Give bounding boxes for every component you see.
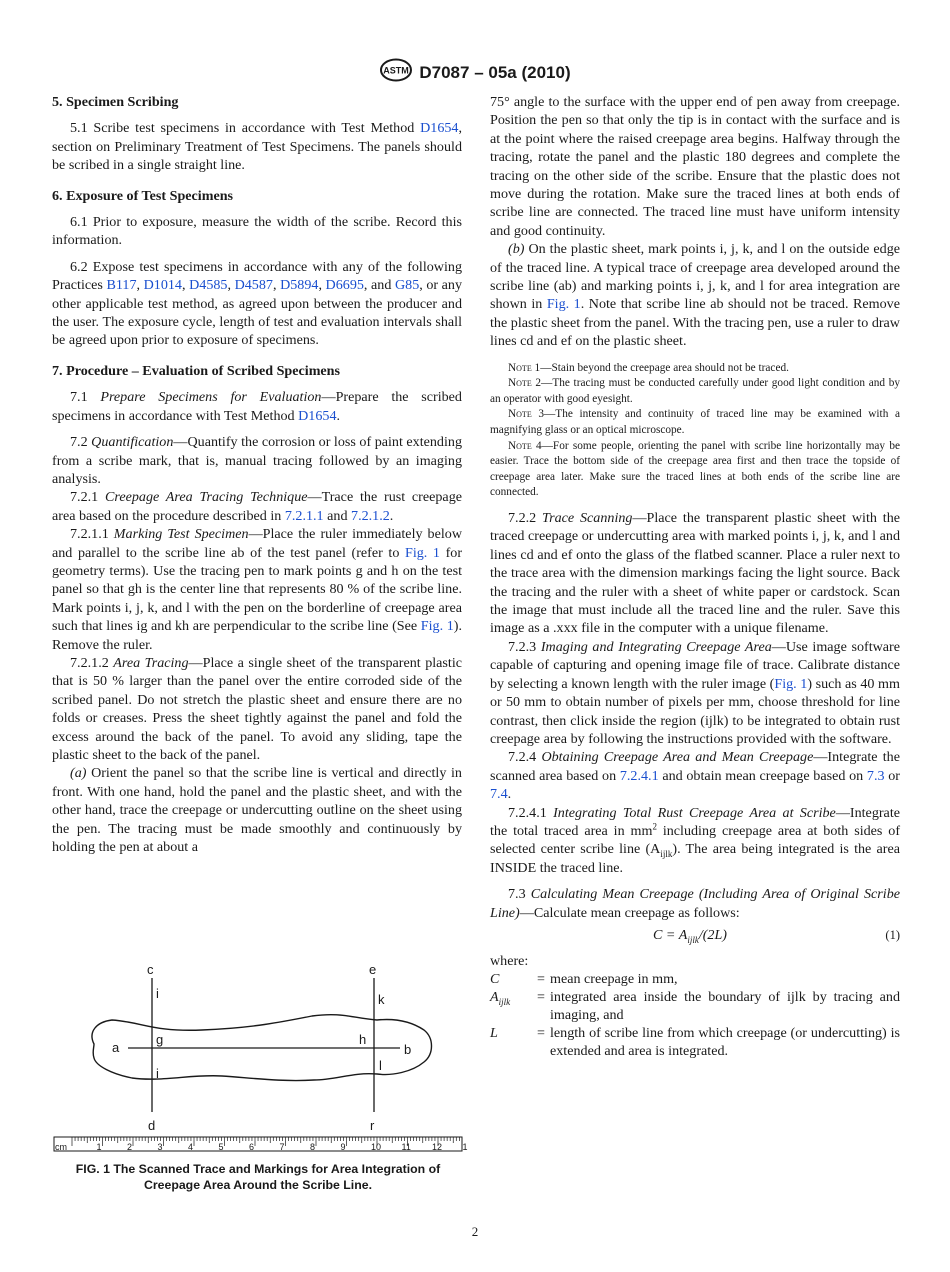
ruler-number: 9 (340, 1142, 346, 1152)
ruler-number: 2 (127, 1142, 133, 1152)
ref-g85[interactable]: G85 (394, 277, 420, 294)
ref-fig-1[interactable]: Fig. 1 (546, 296, 581, 313)
paragraph-7-2-1-2: 7.2.1.2 Area Tracing—Place a single sheet of the transparent plastic that is 50 % larger than the panel over the entire corroded side of the scribed panel. Do not stretch the plastic sheet and ensure there are no folds or creases. Press the sheet tightly against the panel and fold the excess around the back of the panel. To avoid any sliding, tape the plastic sheet to the back of the panel. (52, 654, 462, 763)
logo-text: ASTM (383, 65, 410, 76)
ref-fig-1[interactable]: Fig. 1 (420, 618, 454, 635)
definition-row: $A_{ijlk}$ = integrated area inside the boundary of ijlk by tracing and imaging, and (490, 989, 900, 1024)
ref-b117[interactable]: B117 (106, 277, 137, 294)
label-r: r (370, 1118, 375, 1133)
ref-d1014[interactable]: D1014 (143, 277, 182, 294)
ruler-number: 12 (432, 1142, 443, 1152)
figure-1-caption: FIG. 1 The Scanned Trace and Markings for Area Integration of Creepage Area Around the Scribe Line. (75, 1162, 441, 1192)
section-6-heading: 6. Exposure of Test Specimens (52, 187, 234, 204)
paragraph-a-continued: 75° angle to the surface with the upper end of pen away from creepage. Position the pen so that only the tip is in contact with the surface and is at the point where the raised creepage area begins. Halfway through the tracing, rotate the panel and the plastic 180 degrees and complete the tracing on the other side of the scribe. Ensure that the plastic does not move during the rotation. Make sure the traced lines at both ends of scribe line are connected. The traced line must have uniform intensity and good continuity. (490, 94, 900, 239)
label-g: g (156, 1032, 164, 1047)
equation-1 (490, 926, 900, 948)
note-4: Note 4—For some people, orienting the panel with scribe line horizontally may be easier. Trace the bottom side of the creepage area first and then trace the topside of creepage area later. Make sure the traced lines at both ends of the scribe line are connected. (490, 439, 900, 499)
paragraph-7-2-1-1: 7.2.1.1 Marking Test Specimen—Place the ruler immediately below and parallel to the scribe line ab of the test panel (refer to Fig. 1 for geometry terms). Use the tracing pen to mark points g and h on the test panel so that gh is the center line that represents 80 % of the scribe line. Mark points i, j, k, and l with the pen on the borderline of creepage area such that lines ig and kh are perpendicular to the scribe line (See Fig. 1). Remove the ruler. (52, 526, 463, 653)
ruler-number: 10 (371, 1142, 382, 1152)
astm-logo (379, 58, 413, 87)
paragraph-7-2-3: 7.2.3 Imaging and Integrating Creepage Area—Use image software capable of capturing and opening image file of trace. Calibrate distance by selecting a known length with the ruler image (Fig. 1) such as 40 mm or 50 mm to obtain number of pixels per mm, choose threshold for line contrast, then click inside the region (ijlk) to be integrated to obtain rust creepage area by following the instructions provided with the software. (490, 638, 900, 747)
label-l: l (379, 1058, 382, 1073)
definition-row: C = mean creepage in mm, (490, 971, 678, 988)
ruler-number: 7 (279, 1142, 285, 1152)
ref-d4585[interactable]: D4585 (189, 277, 228, 294)
note-3: Note 3—The intensity and continuity of traced line may be examined with a magnifying glass or an optical microscope. (490, 408, 900, 437)
paragraph-7-2-4-1: 7.2.4.1 Integrating Total Rust Creepage Area at Scribe—Integrate the total traced area in $mm^2$ including creepage area at both sides of selected center scribe line $(A_{ijlk})$. The area being integrated is the area INSIDE the traced line. (490, 804, 901, 876)
where-label: where: (490, 952, 529, 969)
label-d: d (148, 1118, 156, 1133)
ref-7-4[interactable]: 7.4 (490, 786, 508, 803)
figure-1-drawing (52, 962, 468, 1162)
ruler-number: 11 (401, 1142, 411, 1152)
ref-fig-1[interactable]: Fig. 1 (774, 675, 808, 692)
ref-7-3[interactable]: 7.3 (866, 767, 885, 784)
ruler-number: 1 (96, 1142, 102, 1152)
ruler-number: 5 (218, 1142, 224, 1152)
label-i-bottom: i (156, 1066, 159, 1081)
note-2: Note 2—The tracing must be conducted carefully under good light condition and by an operator with good eyesight. (490, 377, 901, 405)
paragraph-7-1: 7.1 Prepare Specimens for Evaluation—Prepare the scribed specimens in accordance with Test Method D1654. (52, 389, 462, 424)
ref-7-2-1-1[interactable]: 7.2.1.1 (284, 507, 324, 524)
page-header (0, 58, 950, 87)
paragraph-6-1: 6.1 Prior to exposure, measure the width of the scribe. Record this information. (52, 214, 462, 249)
paragraph-7-2-2: 7.2.2 Trace Scanning—Place the transparent plastic sheet with the traced creepage or undercutting area with marked points i, j, k, and l and lines cd and ef onto the glass of the flatbed scanner. Place a ruler next to the trace area with the dimension markings facing the light source. Back the tracing and the ruler with a sheet of white paper or cardstock. Scan the image that must include all the traced line and the ruler. Save this image as a .xxx file in the computer with a unique filename. (490, 510, 900, 637)
equation-body: $C = A_{ijlk}/(2L)$ (653, 926, 727, 945)
label-a: a (112, 1040, 120, 1055)
figure-1 (52, 962, 468, 1167)
definition-row: L = length of scribe line from which creepage (or undercutting) is extended and area is integrated. (490, 1025, 900, 1060)
definitions-table (490, 970, 900, 1060)
note-1: Note 1—Stain beyond the creepage area should not be traced. (508, 361, 789, 374)
label-h: h (359, 1032, 367, 1047)
ruler-unit: cm (55, 1142, 67, 1152)
left-column (52, 93, 462, 856)
paragraph-6-2: 6.2 Expose test specimens in accordance with any of the following Practices B117, D1014, D4585, D4587, D5894, D6695, and G85, or any other applicable test method, as agreed upon between the producer and the user. The exposure cycle, length of test and evaluation intervals shall be agreed upon prior to exposure of specimens. (52, 258, 463, 349)
paragraph-7-2: 7.2 Quantification—Quantify the corrosion or loss of paint extending from a scribe mark, that is, manual tracing followed by an imaging analysis. (52, 434, 462, 487)
paragraph-5-1: 5.1 Scribe test specimens in accordance with Test Method D1654, section on Preliminary Treatment of Test Specimens. The panels should be scribed in a single straight line. (52, 120, 462, 174)
paragraph-b: (b) On the plastic sheet, mark points i, j, k, and l on the outside edge of the traced line. A typical trace of creepage area developed around the scribe line (ab) and marking points i, j, k, and l for area integration are shown in Fig. 1. Note that scribe line ab should not be traced. Remove the plastic sheet from the panel. With the tracing pen, use a ruler to draw lines cd and ef on the plastic sheet. (490, 241, 900, 350)
ruler-number: 1 (462, 1142, 468, 1152)
ref-d6695[interactable]: D6695 (325, 277, 364, 294)
ruler-number: 4 (188, 1142, 194, 1152)
equation-number: (1) (885, 927, 900, 942)
page-number: 2 (471, 1224, 479, 1239)
label-e: e (369, 962, 377, 977)
ref-d5894[interactable]: D5894 (280, 277, 319, 294)
ref-fig-1[interactable]: Fig. 1 (404, 544, 440, 561)
paragraph-a: (a) Orient the panel so that the scribe line is vertical and directly in front. With one hand, hold the panel and the plastic sheet, and with the other hand, trace the creepage or undercutting outline on the sheet using the pen. The tracing must be made smoothly and continuously by holding the pen at about a (52, 765, 462, 856)
ruler-number: 3 (157, 1142, 163, 1152)
label-b: b (404, 1042, 412, 1057)
ruler (54, 1137, 468, 1152)
section-5-heading: 5. Specimen Scribing (52, 94, 179, 110)
label-k: k (378, 992, 385, 1007)
document-designation: D7087 – 05a (2010) (419, 62, 571, 82)
right-column (490, 93, 900, 1060)
label-c: c (147, 962, 154, 977)
ruler-number: 6 (249, 1142, 255, 1152)
paragraph-7-3: 7.3 Calculating Mean Creepage (Including Area of Original Scribe Line)—Calculate mean creepage as follows: (490, 886, 900, 921)
ruler-number: 8 (310, 1142, 316, 1152)
ref-7-2-4-1[interactable]: 7.2.4.1 (619, 767, 659, 784)
section-7-heading: 7. Procedure – Evaluation of Scribed Specimens (52, 362, 341, 379)
ref-d1654-2[interactable]: D1654 (298, 407, 337, 424)
paragraph-7-2-4: 7.2.4 Obtaining Creepage Area and Mean Creepage—Integrate the scanned area based on 7.2.4.1 and obtain mean creepage based on 7.3 or 7.4. (490, 749, 900, 803)
label-i-top: i (156, 986, 159, 1001)
ref-d4587[interactable]: D4587 (234, 277, 273, 294)
paragraph-7-2-1: 7.2.1 Creepage Area Tracing Technique—Trace the rust creepage area based on the procedure described in 7.2.1.1 and 7.2.1.2. (52, 489, 462, 524)
ref-d1654[interactable]: D1654 (420, 120, 459, 137)
ref-7-2-1-2[interactable]: 7.2.1.2 (351, 507, 390, 524)
